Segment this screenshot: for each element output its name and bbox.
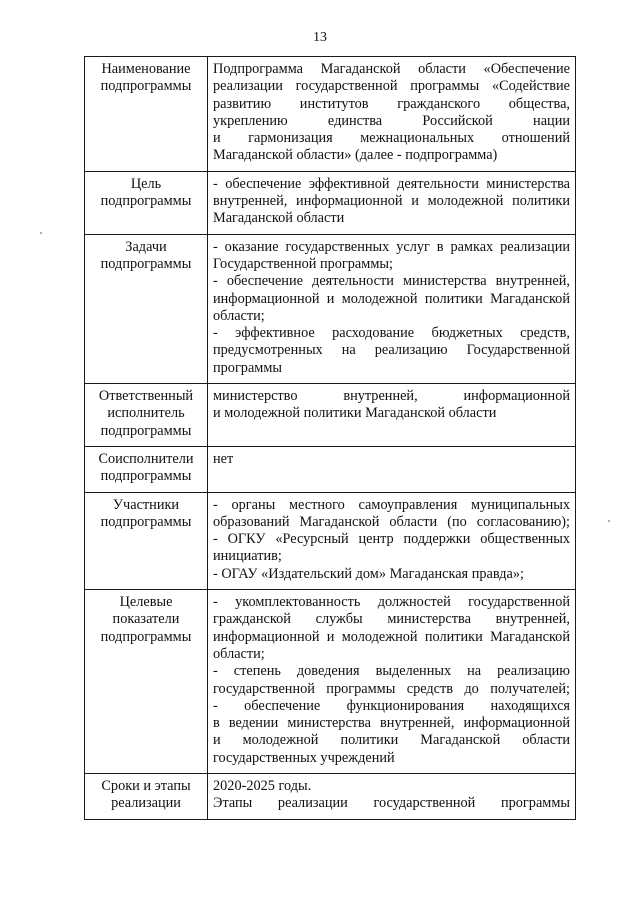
passport-row	[85, 773, 576, 819]
row-value-cell	[208, 234, 576, 383]
row-value-cell	[208, 773, 576, 819]
row-label-line: подпрограммы	[100, 468, 192, 485]
row-value-line: нет	[213, 450, 234, 467]
row-value-line: - ОГКУ «Ресурсный центр поддержки общественных	[213, 531, 570, 548]
row-label-cell	[85, 171, 208, 234]
row-value-line: и молодежной политики Магаданской области	[213, 405, 497, 422]
row-value-cell	[208, 384, 576, 447]
row-value-line: 2020-2025 годы.	[213, 777, 312, 794]
row-label-cell	[85, 590, 208, 774]
row-value-line: в ведении министерства внутренней, информационной	[213, 715, 570, 732]
row-value-line: министерство внутренней, информационной	[213, 388, 570, 405]
row-label-line: Задачи	[125, 238, 167, 255]
row-value-line: образований Магаданской области (по согласованию);	[213, 513, 570, 530]
row-value-line: - органы местного самоуправления муниципальных	[213, 496, 570, 513]
scan-speck	[40, 232, 42, 234]
row-value-line: - обеспечение деятельности министерства внутренней,	[213, 273, 570, 290]
passport-row	[85, 57, 576, 172]
row-value-line: - оказание государственных услуг в рамках реализации	[213, 238, 570, 255]
row-value-line: - ОГАУ «Издательский дом» Магаданская правда»;	[213, 565, 524, 582]
row-label-cell	[85, 234, 208, 383]
row-value-line: государственных учреждений	[213, 749, 395, 766]
row-value-line: - обеспечение эффективной деятельности министерства	[213, 175, 570, 192]
row-label-line: подпрограммы	[100, 193, 192, 210]
row-value-line: - эффективное расходование бюджетных средств,	[213, 325, 570, 342]
passport-row	[85, 446, 576, 492]
row-label-line: подпрограммы	[100, 78, 192, 95]
row-value-line: и молодежной политики Магаданской области	[213, 732, 570, 749]
row-label-cell	[85, 384, 208, 447]
row-value-line: Подпрограмма Магаданской области «Обеспечение	[213, 61, 570, 77]
row-value-line: - обеспечение функционирования находящихся	[213, 697, 570, 714]
row-label-line: Сроки и этапы	[101, 777, 191, 794]
row-label-line: Соисполнители	[98, 450, 194, 467]
row-value-line: области;	[213, 307, 265, 324]
page-number: 13	[313, 30, 327, 45]
scan-speck	[608, 520, 610, 522]
row-value-line: гражданской службы министерства внутренней,	[213, 611, 570, 628]
row-value-cell	[208, 171, 576, 234]
row-label-line: исполнитель	[107, 405, 185, 422]
row-value-line: и гармонизация межнациональных отношений	[213, 130, 570, 147]
row-value-line: информационной и молодежной политики Магаданской	[213, 628, 570, 645]
passport-table-body	[85, 57, 576, 820]
row-label-cell	[85, 57, 208, 172]
row-value-line: инициатив;	[213, 548, 282, 565]
subprogram-passport-table	[84, 56, 576, 820]
passport-row	[85, 492, 576, 589]
row-value-cell	[208, 492, 576, 589]
passport-row	[85, 384, 576, 447]
row-value-line: Магаданской области	[213, 210, 345, 227]
row-label-line: Участники	[112, 496, 180, 513]
row-value-line: программы	[213, 359, 283, 376]
row-value-line: государственной программы средств до получателей;	[213, 680, 570, 697]
row-value-cell	[208, 590, 576, 774]
row-value-cell	[208, 57, 576, 172]
row-value-line: Государственной программы;	[213, 255, 393, 272]
row-value-line: Этапы реализации государственной программы	[213, 795, 570, 812]
row-value-line: развитию институтов гражданского общества,	[213, 95, 570, 112]
row-label-line: Наименование	[101, 61, 191, 77]
row-value-line: - укомплектованность должностей государственной	[213, 594, 570, 611]
passport-row	[85, 171, 576, 234]
row-value-line: предусмотренных на реализацию Государственной	[213, 342, 570, 359]
row-value-line: внутренней, информационной и молодежной политики	[213, 193, 570, 210]
row-value-line: реализации государственной программы «Содействие	[213, 78, 570, 95]
row-label-line: Целевые	[119, 594, 173, 611]
row-label-line: реализации	[111, 795, 181, 812]
row-label-cell	[85, 446, 208, 492]
row-value-line: - степень доведения выделенных на реализацию	[213, 663, 570, 680]
row-value-line: информационной и молодежной политики Магаданской	[213, 290, 570, 307]
row-label-line: подпрограммы	[100, 513, 192, 530]
row-label-line: подпрограммы	[100, 255, 192, 272]
row-label-cell	[85, 492, 208, 589]
row-label-line: показатели	[112, 611, 180, 628]
row-label-cell	[85, 773, 208, 819]
row-value-line: области;	[213, 645, 265, 662]
row-label-line: подпрограммы	[100, 422, 192, 439]
passport-row	[85, 590, 576, 774]
row-value-cell	[208, 446, 576, 492]
passport-row	[85, 234, 576, 383]
row-label-line: Ответственный	[98, 388, 194, 405]
row-value-line: Магаданской области» (далее - подпрограмма)	[213, 147, 498, 164]
row-label-line: подпрограммы	[100, 628, 192, 645]
row-value-line: укреплению единства Российской нации	[213, 112, 570, 129]
row-label-line: Цель	[130, 175, 162, 192]
